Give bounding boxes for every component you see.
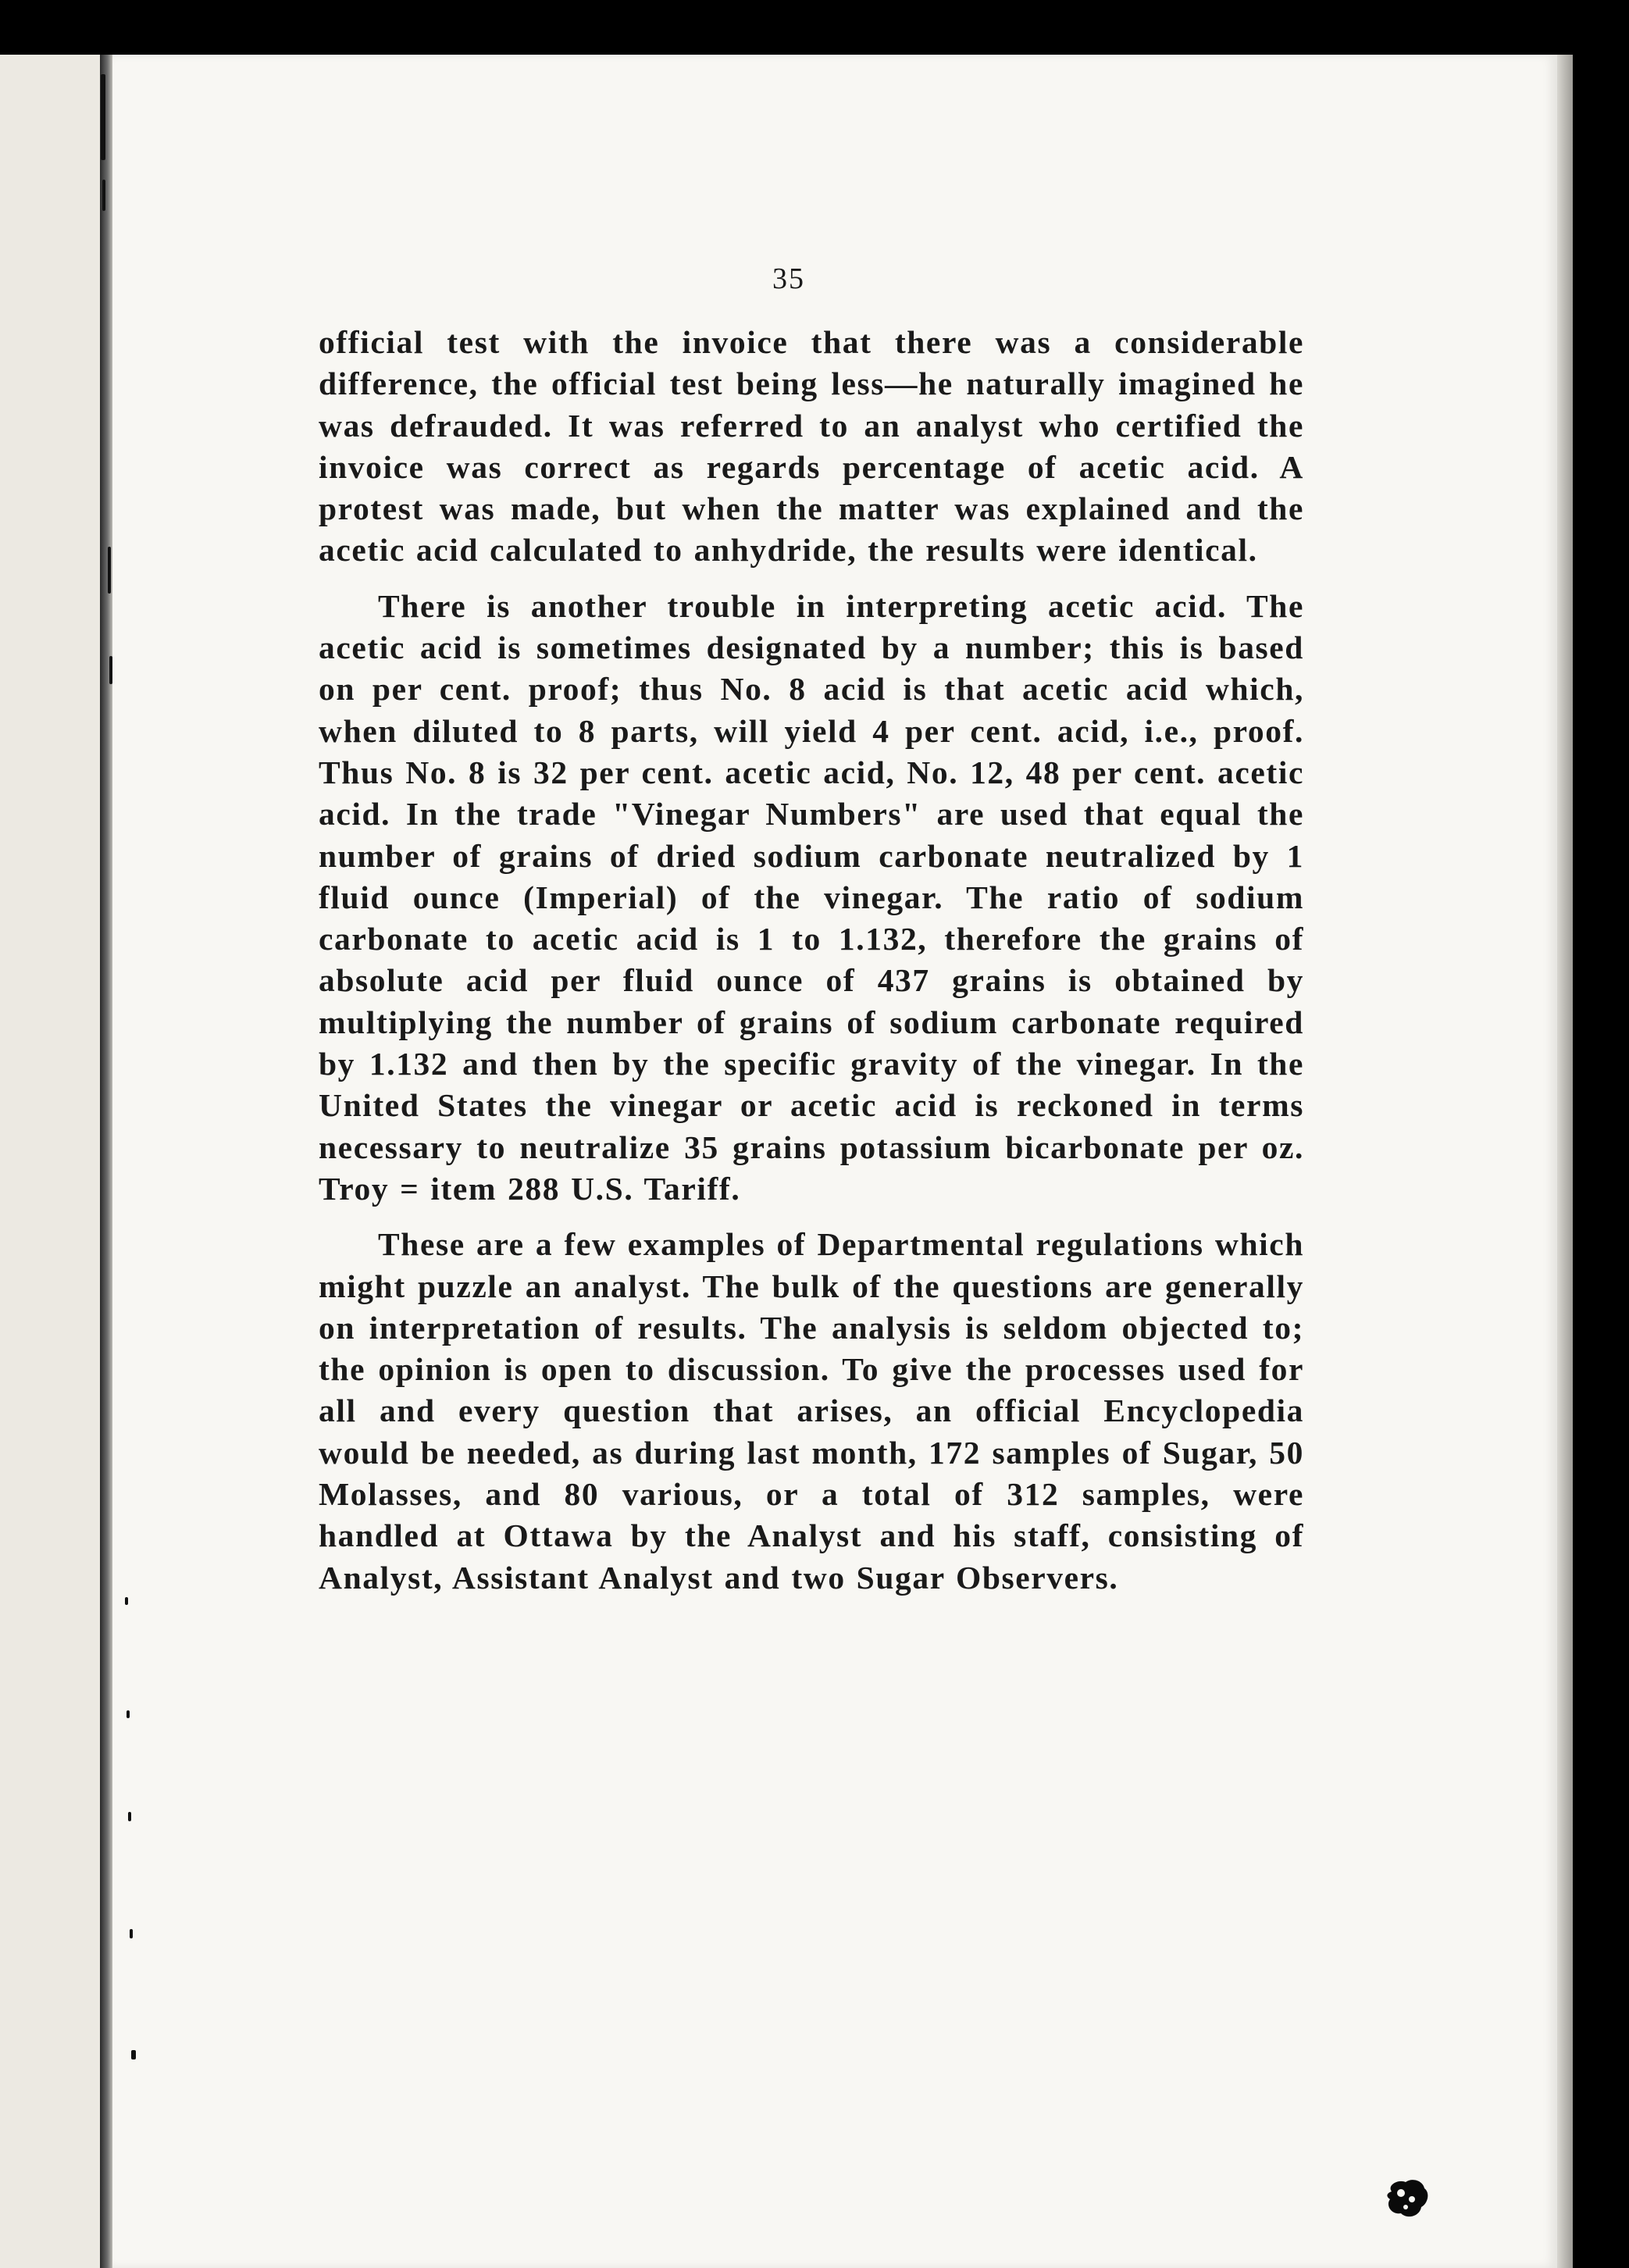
paragraph: These are a few examples of Departmental regulations which might puzzle an analyst. The bulk of the questions are generally on interpretation of results. The analysis is seldom objected to; the opinion is open to discussion. To give the processes used for all and every question that arises, an official Encyclopedia would be needed, as during last month, 172 samples of Sugar, 50 Molasses, and 80 various, or a total of 312 samples, were handled at Ottawa by the Analyst and his staff, consisting of Analyst, Assistant Analyst and two Sugar Observers.: [319, 1226, 1304, 1596]
paragraph: There is another trouble in interpreting acetic acid. The acetic acid is sometimes designated by a number; this is based on per cent. proof; thus No. 8 acid is that acetic acid which, when diluted to 8 parts, will yield 4 per cent. acid, i.e., proof. Thus No. 8 is 32 per cent. acetic acid, No. 12, 48 per cent. acetic acid. In the trade "Vinegar Numbers" are used that equal the number of grains of dried sodium carbonate neutralized by 1 fluid ounce (Imperial) of the vinegar. The ratio of sodium carbonate to acetic acid is 1 to 1.132, therefore the grains of absolute acid per fluid ounce of 437 grains is obtained by multiplying the number of grains of sodium carbonate required by 1.132 and then by the specific gravity of the vinegar. In the United States the vinegar or acetic acid is reckoned in terms necessary to neutralize 35 grains potassium bicarbonate per oz. Troy = item 288 U.S. Tariff.: [319, 587, 1304, 1207]
margin-speck: [128, 1812, 131, 1821]
margin-speck: [108, 547, 111, 594]
left-page-edge: [0, 55, 100, 2268]
margin-speck: [125, 1597, 128, 1605]
paragraph: official test with the invoice that there was a considerable difference, the official test being less—he naturally imagined he was defrauded. It was referred to an analyst who certified the invoice was correct as regards percentage of acetic acid. A protest was made, but when the matter was explained and the acetic acid calculated to anhydride, the results were identical.: [319, 324, 1304, 569]
ink-blot-stamp-icon: [1384, 2177, 1431, 2220]
margin-speck: [131, 2050, 136, 2059]
margin-speck: [109, 656, 112, 684]
book-gutter: [100, 55, 112, 2268]
body-text: [319, 322, 1304, 1599]
page-number: 35: [772, 262, 805, 295]
margin-speck: [102, 180, 105, 211]
margin-speck: [101, 74, 105, 160]
margin-speck: [127, 1710, 130, 1718]
right-page-edge: [1557, 55, 1573, 2268]
margin-speck: [130, 1929, 133, 1938]
